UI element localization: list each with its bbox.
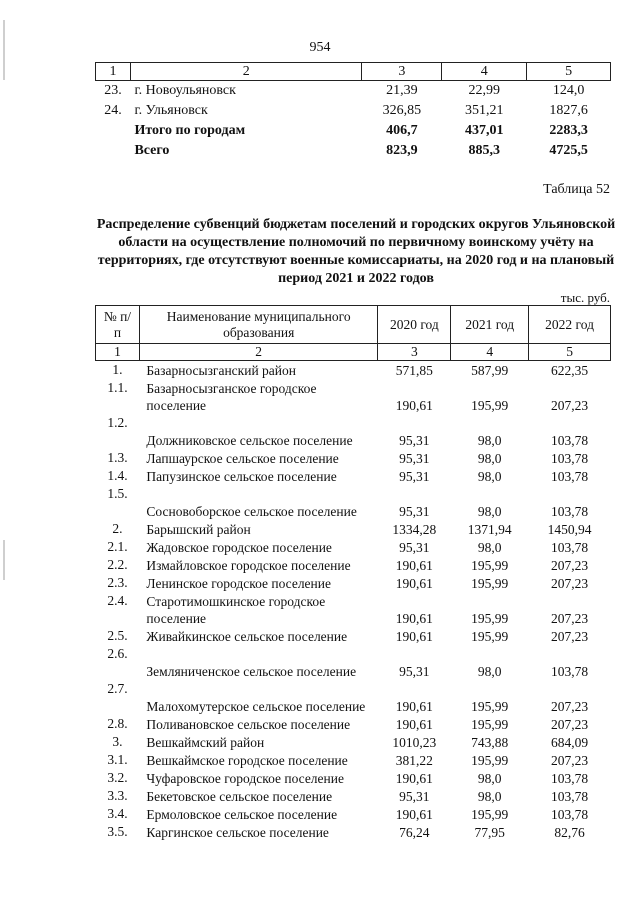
table-caption: Таблица 52 [543, 182, 610, 197]
value-2021: 195,99 [471, 558, 509, 573]
column-numbering-row [96, 344, 611, 361]
table-row [96, 751, 611, 769]
row-name: Старотимошкинское городское поселение [146, 594, 326, 626]
header-row [96, 306, 611, 344]
value-2020: 95,31 [399, 664, 430, 679]
subvention-table-body [96, 361, 611, 842]
row-number: 1.2. [107, 415, 128, 430]
row-number: 2.7. [107, 681, 128, 696]
value-2020: 1334,28 [392, 522, 437, 537]
row-name: г. Новоульяновск [134, 83, 236, 98]
row-number: 2.3. [107, 575, 128, 590]
value-2021: 98,0 [477, 469, 502, 484]
value-2021: 98,0 [477, 504, 502, 519]
table-row [96, 121, 611, 141]
value-2021: 195,99 [471, 611, 509, 626]
row-number: 3. [112, 734, 123, 749]
value-2022: 103,78 [551, 807, 589, 822]
value-2020: 190,61 [395, 576, 433, 591]
row-name: г. Ульяновск [134, 103, 208, 118]
value-2022: 207,23 [551, 699, 589, 714]
value-2022: 684,09 [551, 735, 589, 750]
row-number: 2. [112, 521, 123, 536]
value-2020: 95,31 [399, 540, 430, 555]
value-2020: 190,61 [395, 699, 433, 714]
value-2020: 190,61 [395, 398, 433, 413]
value-2020: 326,85 [382, 103, 422, 118]
value-2020: 190,61 [395, 558, 433, 573]
table-row [96, 361, 611, 380]
value-2021: 587,99 [471, 363, 509, 378]
page-number: 954 [309, 40, 331, 55]
row-number: 3.5. [107, 824, 128, 839]
row-number: 1.4. [107, 468, 128, 483]
value-2021: 98,0 [477, 771, 502, 786]
column-number: 4 [451, 344, 529, 361]
value-2020: 190,61 [395, 807, 433, 822]
column-number: 2 [139, 344, 378, 361]
value-2021: 437,01 [464, 123, 504, 138]
row-name: Ермоловское сельское поселение [146, 807, 338, 822]
row-name: Ленинское городское поселение [146, 576, 331, 591]
row-name: Сосновоборское сельское поселение [146, 504, 357, 519]
value-2022: 1450,94 [547, 522, 592, 537]
row-name: Лапшаурское сельское поселение [146, 451, 339, 466]
row-number: 2.8. [107, 716, 128, 731]
row-number: 3.4. [107, 806, 128, 821]
table-row [96, 805, 611, 823]
value-2020: 381,22 [395, 753, 433, 768]
row-number: 3.1. [107, 752, 128, 767]
table-row [96, 680, 611, 715]
table-row [96, 141, 611, 161]
column-number: 5 [527, 63, 611, 81]
row-number: 3.2. [107, 770, 128, 785]
table-row [96, 538, 611, 556]
value-2022: 207,23 [551, 576, 589, 591]
row-name: Земляниченское сельское поселение [146, 664, 357, 679]
row-name: Чуфаровское городское поселение [146, 771, 344, 786]
value-2020: 823,9 [386, 143, 418, 158]
row-number: 2.2. [107, 557, 128, 572]
row-name: Всего [134, 143, 170, 158]
value-2022: 4725,5 [549, 143, 588, 158]
column-number: 1 [96, 344, 140, 361]
value-2021: 351,21 [464, 103, 504, 118]
value-2022: 207,23 [551, 611, 589, 626]
row-number [96, 141, 131, 161]
row-number [96, 121, 131, 141]
row-name: Измайловское городское поселение [146, 558, 351, 573]
value-2022: 103,78 [551, 469, 589, 484]
row-number: 2.4. [107, 593, 128, 608]
value-2021: 195,99 [471, 398, 509, 413]
table-row [96, 627, 611, 645]
table-row [96, 556, 611, 574]
header-2021: 2021 год [451, 306, 529, 344]
row-name: Папузинское сельское поселение [146, 469, 337, 484]
value-2020: 95,31 [399, 469, 430, 484]
value-2022: 103,78 [551, 540, 589, 555]
value-2021: 98,0 [477, 451, 502, 466]
continued-table [95, 62, 611, 161]
value-2022: 207,23 [551, 717, 589, 732]
value-2022: 124,0 [552, 83, 585, 98]
units-label: тыс. руб. [560, 290, 610, 305]
value-2021: 195,99 [471, 699, 509, 714]
value-2021: 1371,94 [467, 522, 512, 537]
column-number: 3 [378, 344, 451, 361]
row-name: Базарносызганское городское поселение [146, 381, 317, 413]
row-name: Жадовское городское поселение [146, 540, 332, 555]
value-2020: 190,61 [395, 717, 433, 732]
table-row [96, 81, 611, 102]
row-number: 1.5. [107, 486, 128, 501]
row-name: Вешкаймское городское поселение [146, 753, 348, 768]
row-number: 24. [104, 103, 122, 118]
scan-edge-mark [3, 540, 5, 580]
value-2022: 207,23 [551, 398, 589, 413]
table-row [96, 101, 611, 121]
value-2021: 743,88 [471, 735, 509, 750]
table-row [96, 787, 611, 805]
table-row [96, 574, 611, 592]
row-number: 1. [112, 362, 123, 377]
table-row [96, 645, 611, 680]
table-row [96, 592, 611, 627]
row-name: Поливановское сельское поселение [146, 717, 351, 732]
value-2022: 207,23 [551, 629, 589, 644]
column-number: 5 [529, 344, 611, 361]
row-name: Итого по городам [134, 123, 246, 138]
value-2022: 103,78 [551, 433, 589, 448]
row-name: Базарносызганский район [146, 363, 297, 378]
table-row [96, 379, 611, 414]
column-numbering-row [96, 63, 611, 81]
value-2020: 95,31 [399, 433, 430, 448]
row-name: Должниковское сельское поселение [146, 433, 353, 448]
header-no: № п/п [96, 306, 140, 344]
value-2022: 622,35 [551, 363, 589, 378]
row-name: Вешкаймский район [146, 735, 265, 750]
value-2021: 77,95 [474, 825, 505, 840]
table-row [96, 520, 611, 538]
value-2022: 1827,6 [549, 103, 588, 118]
table-row [96, 715, 611, 733]
value-2022: 207,23 [551, 753, 589, 768]
value-2020: 406,7 [386, 123, 418, 138]
table-row [96, 467, 611, 485]
header-name: Наименование муниципального образования [139, 306, 378, 344]
value-2020: 95,31 [399, 504, 430, 519]
column-number: 1 [96, 63, 131, 81]
table-row [96, 823, 611, 841]
row-number: 1.1. [107, 380, 128, 395]
value-2022: 103,78 [551, 451, 589, 466]
value-2020: 190,61 [395, 611, 433, 626]
table-row [96, 449, 611, 467]
table-row [96, 769, 611, 787]
table-row [96, 733, 611, 751]
value-2020: 1010,23 [392, 735, 437, 750]
row-number: 23. [104, 83, 122, 98]
row-name: Бекетовское сельское поселение [146, 789, 333, 804]
value-2021: 195,99 [471, 753, 509, 768]
value-2021: 195,99 [471, 629, 509, 644]
value-2020: 95,31 [399, 451, 430, 466]
value-2022: 103,78 [551, 789, 589, 804]
value-2022: 103,78 [551, 771, 589, 786]
value-2022: 103,78 [551, 504, 589, 519]
value-2022: 103,78 [551, 664, 589, 679]
value-2022: 82,76 [554, 825, 585, 840]
value-2021: 98,0 [477, 664, 502, 679]
value-2020: 190,61 [395, 629, 433, 644]
value-2022: 2283,3 [549, 123, 588, 138]
row-number: 2.5. [107, 628, 128, 643]
value-2021: 22,99 [468, 83, 500, 98]
value-2020: 571,85 [395, 363, 433, 378]
value-2021: 98,0 [477, 540, 502, 555]
row-name: Каргинское сельское поселение [146, 825, 329, 840]
row-number: 1.3. [107, 450, 128, 465]
value-2020: 95,31 [399, 789, 430, 804]
value-2021: 885,3 [468, 143, 500, 158]
value-2022: 207,23 [551, 558, 589, 573]
header-2022: 2022 год [529, 306, 611, 344]
value-2021: 195,99 [471, 807, 509, 822]
row-name: Барышский район [146, 522, 251, 537]
value-2020: 21,39 [386, 83, 418, 98]
row-number: 2.1. [107, 539, 128, 554]
value-2021: 195,99 [471, 717, 509, 732]
row-name: Малохомутерское сельское поселение [146, 699, 366, 714]
value-2021: 195,99 [471, 576, 509, 591]
continued-table-body [96, 81, 611, 162]
column-number: 4 [442, 63, 527, 81]
table-title: Распределение субвенций бюджетам поселений и городских округов Ульяновской области на осуществление полномочий по первичному воинскому учёту на территориях, где отсутствуют военные комиссариаты, на 2020 год и на плановый период 2021 и 2022 годов [96, 217, 616, 286]
table-row [96, 485, 611, 520]
value-2021: 98,0 [477, 433, 502, 448]
value-2021: 98,0 [477, 789, 502, 804]
column-number: 2 [130, 63, 362, 81]
row-number: 2.6. [107, 646, 128, 661]
value-2020: 76,24 [399, 825, 430, 840]
value-2020: 190,61 [395, 771, 433, 786]
row-number: 3.3. [107, 788, 128, 803]
header-2020: 2020 год [378, 306, 451, 344]
subvention-table [95, 305, 611, 841]
row-name: Живайкинское сельское поселение [146, 629, 348, 644]
column-number: 3 [362, 63, 442, 81]
table-row [96, 414, 611, 449]
